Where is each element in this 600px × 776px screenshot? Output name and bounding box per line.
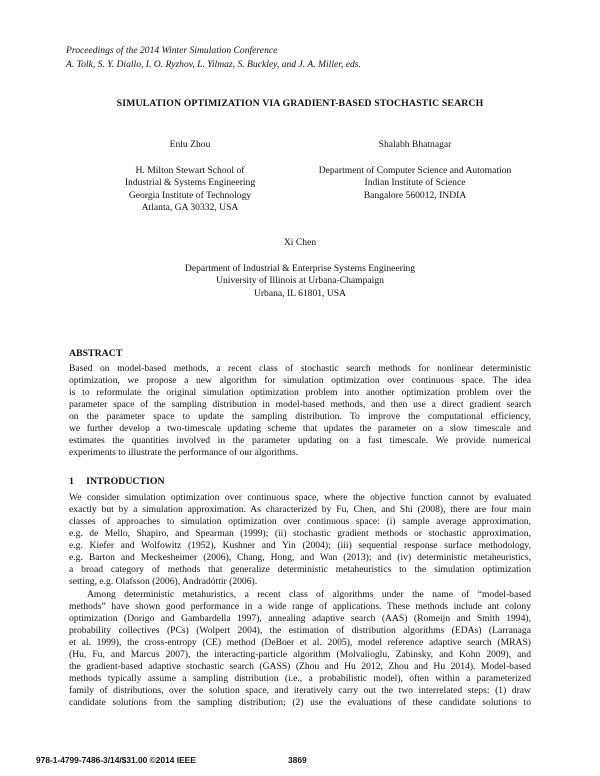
- affiliation-line: Urbana, IL 61801, USA: [253, 287, 347, 299]
- author-name: Shalabh Bhatnagar: [378, 139, 452, 150]
- affiliation-line: Industrial & Systems Engineering: [124, 177, 256, 189]
- affiliation-line: Department of Computer Science and Automation: [318, 164, 512, 176]
- text-line: classes of approaches to simulation optimization over continuous space: (i) sample average approximation,: [69, 516, 531, 528]
- text-line: exactly but by a simulation approximation. As characterized by Fu, Chen, and Shi (2008), there are four main: [69, 504, 531, 516]
- author-block-2: [300, 139, 530, 202]
- text-line: Based on model-based methods, a recent class of stochastic search methods for nonlinear deterministic: [69, 363, 531, 374]
- text-line: probability collectives (PCs) (Wolpert 2004), the estimation of distribution algorithms (EDAs) (Larranaga: [69, 625, 531, 637]
- text-line: e.g. Kiefer and Wolfowitz (1952), Kushner and Yin (2004); (iii) sequential response surface methodology,: [69, 540, 531, 552]
- text-line: optimization, we propose a new algorithm for simulation optimization over continuous space. The idea: [69, 375, 531, 387]
- abstract-heading: ABSTRACT: [69, 348, 123, 359]
- text-line: e.g. Barton and Meckesheimer (2006), Chang, Hong, and Wan (2013); and (iv) deterministic metaheuristics,: [69, 552, 531, 564]
- affiliation-line: Atlanta, GA 30332, USA: [141, 202, 239, 214]
- text-line: experiments to illustrate the performance of our algorithms.: [69, 447, 299, 459]
- affiliation-line: Department of Industrial & Enterprise Systems Engineering: [184, 262, 416, 274]
- text-line: methods” have shown good performance in a wide range of applications. These methods include ant colony: [69, 601, 531, 613]
- affiliation-line: H. Milton Stewart School of: [135, 164, 245, 176]
- affiliation-line: Bangalore 560012, INDIA: [363, 189, 467, 201]
- text-line: Among deterministic metahuristics, a recent class of algorithms under the name of “model-based: [87, 589, 531, 600]
- author-name: Xi Chen: [283, 237, 317, 248]
- author-name: Enlu Zhou: [169, 139, 211, 150]
- affiliation-line: Indian Institute of Science: [364, 177, 466, 189]
- introduction-paragraph-2: [69, 589, 531, 709]
- text-line: e.g. de Mello, Shapiro, and Spearman (1999); (ii) stochastic gradient methods or stochastic approximation,: [69, 528, 531, 540]
- text-line: on the parameter space to update the sampling distribution. To improve the computational efficiency,: [69, 411, 531, 423]
- text-line: we further develop a two-timescale updating scheme that updates the parameter on a slow timescale and: [69, 423, 531, 435]
- text-line: We consider simulation optimization over continuous space, where the objective function cannot by evaluated: [69, 492, 531, 503]
- author-block-3: [150, 237, 450, 300]
- paper-title: SIMULATION OPTIMIZATION VIA GRADIENT-BASED STOCHASTIC SEARCH: [116, 98, 484, 109]
- page-number: 3869: [288, 755, 307, 765]
- text-line: setting, e.g. Olafsson (2006), Andradóttir (2006).: [69, 576, 258, 588]
- text-line: the gradient-based adaptive stochastic search (GASS) (Zhou and Hu 2012, Zhou and Hu 2014). Model-based: [69, 661, 531, 673]
- introduction-paragraph-1: [69, 492, 531, 588]
- text-line: a broad category of methods that generalize deterministic metaheuristics to the simulation optimization: [69, 564, 531, 576]
- author-block-1: [100, 139, 280, 215]
- editors-line: A. Tolk, S. Y. Diallo, I. O. Ryzhov, L. Yilmaz, S. Buckley, and J. A. Miller, eds.: [66, 59, 361, 70]
- abstract-body: [69, 363, 531, 459]
- text-line: estimates the quantities involved in the parameter updating on a fast timescale. We provide numerical: [69, 435, 531, 447]
- affiliation-line: University of Illinois at Urbana-Champaign: [216, 275, 384, 287]
- affiliation-line: Georgia Institute of Technology: [128, 189, 252, 201]
- introduction-heading: 1 INTRODUCTION: [69, 476, 165, 487]
- text-line: candidate solutions from the sampling distribution; (2) use the evaluations of these candidate solutions to: [69, 697, 531, 709]
- text-line: parameter space of the sampling distribution in model-based methods, and then use a direct gradient search: [69, 399, 531, 411]
- proceedings-line: Proceedings of the 2014 Winter Simulation Conference: [66, 45, 278, 56]
- text-line: is to reformulate the original simulation optimization problem into another optimization problem over the: [69, 387, 531, 399]
- text-line: et al. 1999), the cross-entropy (CE) method (DeBoer et al. 2005), model reference adaptive search (MRAS): [69, 637, 531, 649]
- text-line: methods typically assume a sampling distribution (i.e., a probabilistic model), often within a parameterized: [69, 673, 531, 685]
- text-line: optimization (Dorigo and Gambardella 1997), annealing adaptive search (AAS) (Romeijn and Smith 1994),: [69, 613, 531, 625]
- text-line: (Hu, Fu, and Marcus 2007), the interacting-particle algorithm (Molvalioglu, Zabinsky, and Kohn 2009), and: [69, 649, 531, 661]
- isbn-copyright: 978-1-4799-7486-3/14/$31.00 ©2014 IEEE: [36, 755, 196, 765]
- text-line: family of distributions, over the solution space, and iteratively carry out the two interrelated steps: (1) draw: [69, 685, 531, 697]
